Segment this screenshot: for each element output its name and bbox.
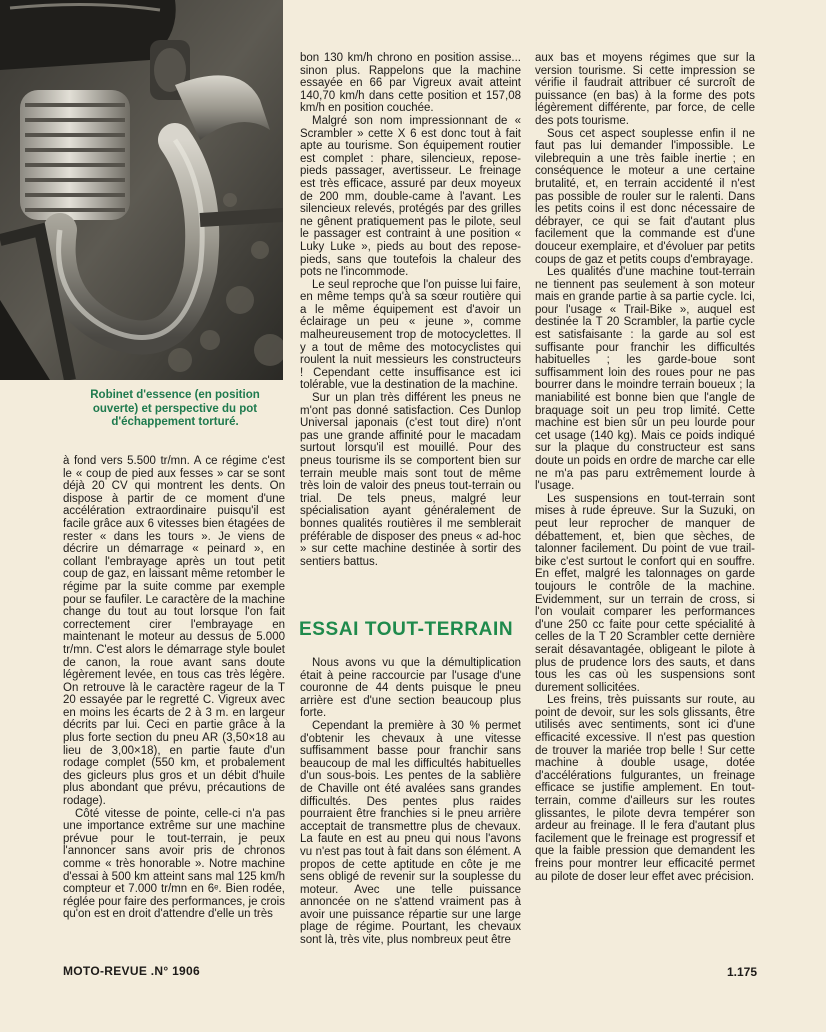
paragraph: bon 130 km/h chrono en position assise... sinon plus. Rappelons que la machine essayée en 66 par Vigreux avait atteint 140,70 km/h dans cette position et 157,08 km/h en position couchée. <box>300 52 521 115</box>
paragraph: Cependant la première à 30 % permet d'obtenir les chevaux à une vitesse suffisamment basse pour franchir sans beaucoup de mal les difficultés habituelles d'un sous-bois. Les pentes de la sablière de Chaville ont été avalées sans grandes difficultés. Des pentes plus raides pourraient être franchies si le pneu arrière acceptait de transmettre plus de chevaux. La faute en est au pneu qui nous l'avons vu n'est pas tout à fait dans son élément. A propos de cette aptitude en côte je me sens obligé de revenir sur la souplesse du moteur. Avec une telle puissance annoncée on ne s'attend vraiment pas à avoir une puissance répartie sur une large plage de régime. Pourtant, les chevaux sont là, très vite, plus nombreux peut être <box>300 719 521 947</box>
motorcycle-engine-photo <box>0 0 283 380</box>
paragraph: Sur un plan très différent les pneus ne m'ont pas donné satisfaction. Ces Dunlop Universal japonais (c'est tout dire) n'ont pas une grande affinité pour le macadam surtout lorsqu'il est mouillé. Pour des pneus tourisme ils se comportent bien sur terrain meuble mais sont tout de même très loin de valoir des pneus tout-terrain ou trial. De tels pneus, malgré leur spécialisation ayant généralement de bonnes qualités routières il me semblerait préférable de disposer des pneus « ad-hoc » sur cette machine destinée à sortir des sentiers battus. <box>300 392 521 568</box>
paragraph: Sous cet aspect souplesse enfin il ne faut pas lui demander l'impossible. Le vilebrequin a une très faible inertie ; en conséquence le moteur a une certaine brutalité, et, en terrain accidenté il n'est pas possible de rouler sur le ralenti. Dans les petits coins il est donc nécessaire de débrayer, ce qui se fait d'autant plus facilement que la commande est d'une douceur exemplaire, et d'évoluer par petits coups de gaz et petits coups d'embrayage. <box>535 127 755 266</box>
paragraph: Malgré son nom impressionnant de « Scrambler » cette X 6 est donc tout à fait apte au tourisme. Son équipement routier est complet : phare, silencieux, repose-pieds passager, avertisseur. Le freinage est très efficace, assuré par deux moyeux de 200 mm, double-came à l'avant. Les silencieux relevés, protégés par des grilles ne gênent pratiquement pas le pilote, seul le passager est contraint à une position « Luky Luke », pieds au bout des repose-pieds, sans que toutefois la chaleur des pots ne l'incommode. <box>300 114 521 279</box>
article-column-1 <box>63 455 285 921</box>
article-column-2-continued <box>300 657 521 947</box>
paragraph: Nous avons vu que la démultiplication était à peine raccourcie par l'usage d'une couronne de 44 dents puisque le pneu arrière est d'une section beaucoup plus forte. <box>300 657 521 720</box>
publication-footer: MOTO-REVUE .N° 1906 <box>63 964 200 978</box>
photo-caption: Robinet d'essence (en position ouverte) et perspective du pot d'échappement torturé. <box>90 389 260 428</box>
article-column-3 <box>535 52 755 883</box>
article-column-2 <box>300 52 521 568</box>
paragraph: Le seul reproche que l'on puisse lui faire, en même temps qu'à sa sœur routière qui a le même équipement est d'avoir un éclairage un peu « jeune », comme malheureusement trop de motocyclettes. Il y a tout de même des motocyclistes qui roulent la nuit messieurs les constructeurs ! Cependant cette insuffisance est ici tolérable, vue la destination de la machine. <box>300 278 521 392</box>
paragraph: aux bas et moyens régimes que sur la version tourisme. Si cette impression se vérifie il faudrait attribuer cé surcroît de puissance (en bas) à la forme des pots légèrement différente, par force, de celle des pots tourisme. <box>535 52 755 127</box>
paragraph: à fond vers 5.500 tr/mn. A ce régime c'est le « coup de pied aux fesses » car se sont déjà 20 CV qui montrent les dents. On dispose à partir de ce moment d'une accélération extraordinaire puisqu'il est facile grâce aux 6 vitesses bien étagées de rester « dans les tours ». Je viens de décrire un démarrage « peinard », en collant l'embrayage après un tout petit coup de gaz, en laissant même retomber le régime par la suite comme par exemple pour se faufiler. Le caractère de la machine change du tout au tout lorsque l'on fait correctement cirer l'embrayage en maintenant le moteur au dessus de 5.000 tr/mn. C'est alors le démarrage style boulet de canon, la roue avant sans doute légèrement levée, en tous cas très légère. On retrouve là le caractère rageur de la T 20 essayée par le regretté C. Vigreux avec en moins les écarts de 2 à 3 m. en largeur décrits par lui. Ceci en partie grâce à la plus forte section du pneu AR (3,50×18 au lieu de 3,00×18), en partie faute d'un rodage complet (550 km, et probalement des gicleurs plus gros et un débit d'huile plus abondant que prévu, précautions de rodage). <box>63 455 285 808</box>
paragraph: Les suspensions en tout-terrain sont mises à rude épreuve. Sur la Suzuki, on peut leur reprocher de manquer de débattement, et, bien que sèches, de talonner facilement. Du point de vue trail-bike c'est surtout le confort qui en souffre. En effet, malgré les talonnages on garde toujours le contrôle de la machine. Evidemment, sur un terrain de cross, si l'on voulait comparer les performances d'une 250 cc faite pour cette spécialité à celles de la T 20 Scrambler cette dernière serait désavantagée, obligeant le pilote à plus de prudence lors des sauts, et dans tous les cas où les suspensions sont durement sollicitées. <box>535 492 755 694</box>
paragraph: Les freins, très puissants sur route, au point de devoir, sur les sols glissants, être utilisés avec sentiments, sont ici d'une efficacité excessive. Il n'est pas question de trouver la mariée trop belle ! Sur cette machine à double usage, dotée d'accélérations fulgurantes, un freinage efficace se justifie amplement. En tout-terrain, comme d'ailleurs sur les routes glissantes, le pilote devra tempérer son ardeur au freinage. Il le fera d'autant plus facilement que le freinage est progressif et que la faible pression que demandent les freins pour montrer leur efficacité permet au pilote de doser leur effet avec précision. <box>535 694 755 883</box>
paragraph: Les qualités d'une machine tout-terrain ne tiennent pas seulement à son moteur mais en grande partie à sa partie cycle. Ici, pour l'usage « Trail-Bike », auquel est destinée la T 20 Scrambler, la partie cycle est satisfaisante : la garde au sol est suffisante pour franchir les difficultés habituelles ; les garde-boue sont suffisamment loin des roues pour ne pas bourrer dans le moindre terrain boueux ; la maniabilité est bonne bien que l'angle de braquage soit un peu trop limité. Cette machine est bien sûr un peu lourde pour cet usage (140 kg). Mais ce poids indiqué sur la plaque du constructeur est sans doute un poids en ordre de marche car elle ne m'a pas paru extrêmement lourde à l'usage. <box>535 266 755 493</box>
section-heading: ESSAI TOUT-TERRAIN <box>299 619 514 640</box>
paragraph: Côté vitesse de pointe, celle-ci n'a pas une importance extrême sur une machine prévue pour le tout-terrain, je peux l'annoncer sans avoir pris de chronos comme « très honorable ». Notre machine d'essai à 500 km atteint sans mal 125 km/h compteur et 7.000 tr/mn en 6ᵉ. Bien rodée, réglée pour faire des performances, je crois qu'on est en droit d'attendre d'elle un très <box>63 807 285 921</box>
page-number: 1.175 <box>727 965 758 979</box>
